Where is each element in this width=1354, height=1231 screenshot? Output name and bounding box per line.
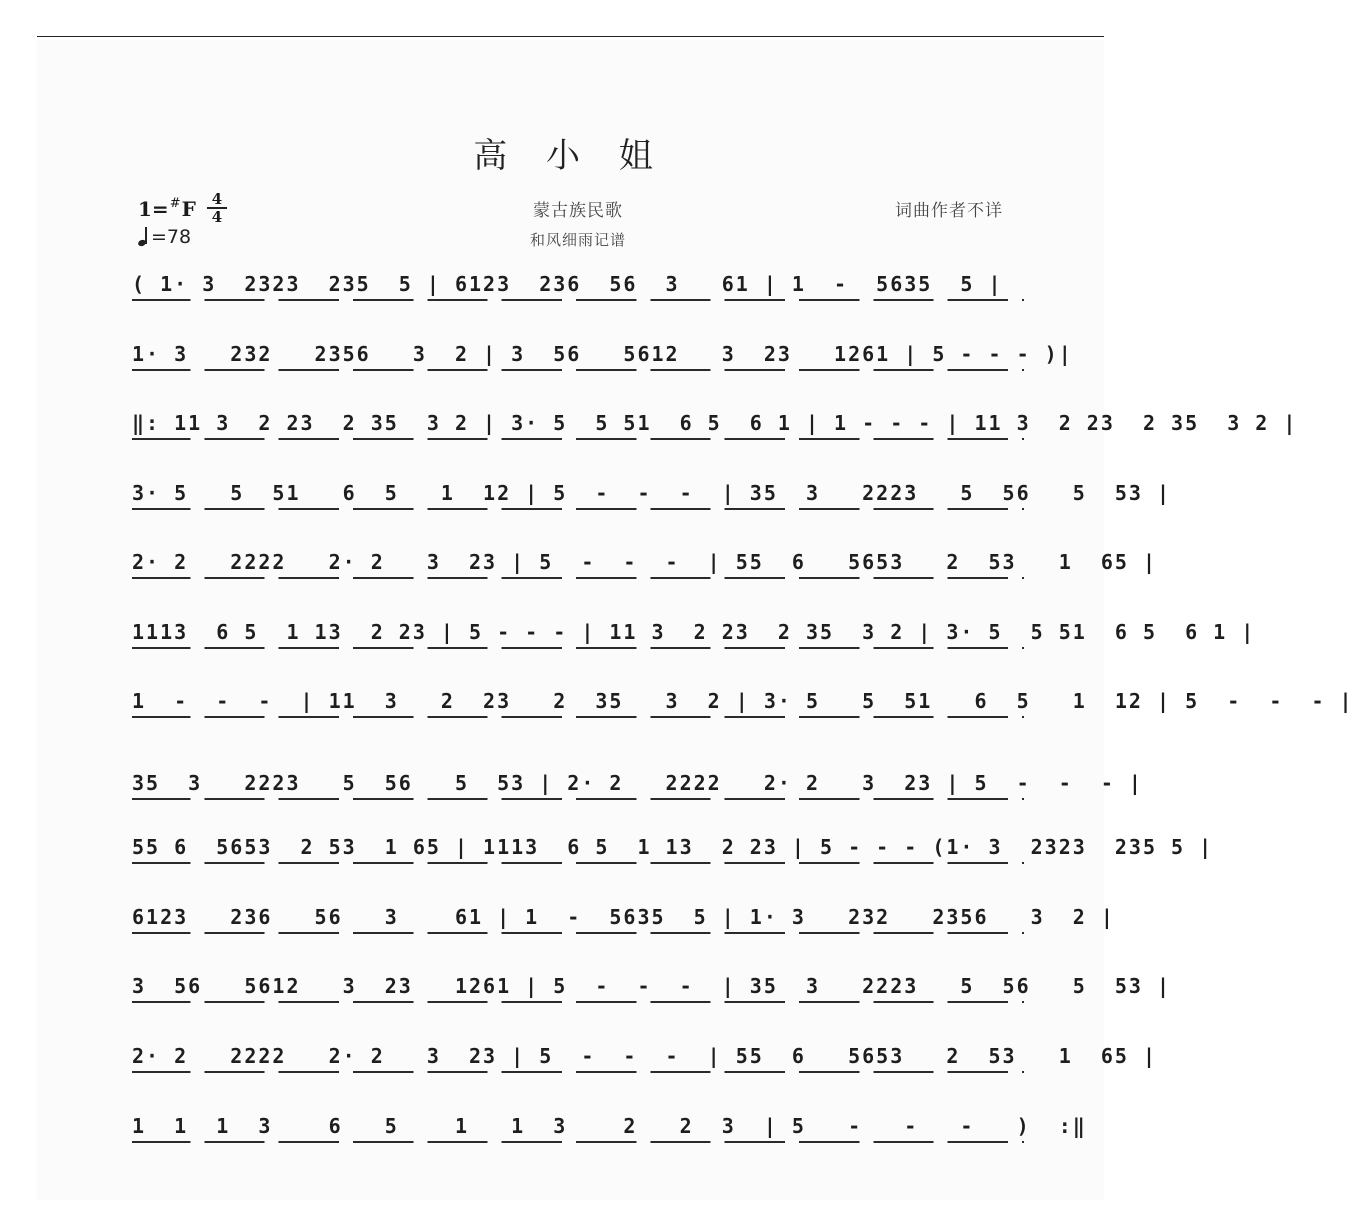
key-note: F xyxy=(181,197,196,221)
sharp-sign: # xyxy=(169,196,181,211)
notation-line: 3 56 5612 3 23 1261 | 5 - - - | 35 3 2223 5 56 5 53 | xyxy=(132,971,1024,1003)
genre-label: 蒙古族民歌 xyxy=(533,201,623,221)
notation-line: 6123 236 56 3 61 | 1 - 5635 5 | 1· 3 232 2356 3 2 | xyxy=(132,902,1024,934)
tempo-value: =78 xyxy=(151,226,192,248)
transcriber-label: 和风细雨记谱 xyxy=(529,231,626,249)
notation-line: 1 - - - | 11 3 2 23 2 35 3 2 | 3· 5 5 51 6 5 1 12 | 5 - - - | xyxy=(132,686,1024,718)
top-rule xyxy=(37,36,1104,37)
author-label: 词曲作者不详 xyxy=(895,201,1003,221)
notation-line: 35 3 2223 5 56 5 53 | 2· 2 2222 2· 2 3 23 | 5 - - - | xyxy=(132,768,1024,800)
notation-line: 1· 3 232 2356 3 2 | 3 56 5612 3 23 1261 | 5 - - - )| xyxy=(132,339,1024,371)
notation-line: 2· 2 2222 2· 2 3 23 | 5 - - - | 55 6 5653 2 53 1 65 | xyxy=(132,547,1024,579)
notation-line: 1 1 1 3 6 5 1 1 3 2 2 3 | 5 - - - ) :‖ xyxy=(132,1111,1024,1143)
key-prefix: 1= xyxy=(138,197,169,221)
time-signature-top: 4 xyxy=(211,190,223,208)
notation-line: ( 1· 3 2323 235 5 | 6123 236 56 3 61 | 1 - 5635 5 | xyxy=(132,269,1024,301)
notation-line: 3· 5 5 51 6 5 1 12 | 5 - - - | 35 3 2223 5 56 5 53 | xyxy=(132,478,1024,510)
notation-line: 55 6 5653 2 53 1 65 | 1113 6 5 1 13 2 23 | 5 - - - (1· 3 2323 235 5 | xyxy=(132,832,1024,864)
song-title: 高 小 姐 xyxy=(473,136,667,176)
time-signature-bottom: 4 xyxy=(211,208,223,226)
notation-line: 1113 6 5 1 13 2 23 | 5 - - - | 11 3 2 23 2 35 3 2 | 3· 5 5 51 6 5 6 1 | xyxy=(132,617,1024,649)
notation-line: 2· 2 2222 2· 2 3 23 | 5 - - - | 55 6 5653 2 53 1 65 | xyxy=(132,1041,1024,1073)
notation-line: ‖: 11 3 2 23 2 35 3 2 | 3· 5 5 51 6 5 6 1 | 1 - - - | 11 3 2 23 2 35 3 2 | xyxy=(132,408,1024,440)
